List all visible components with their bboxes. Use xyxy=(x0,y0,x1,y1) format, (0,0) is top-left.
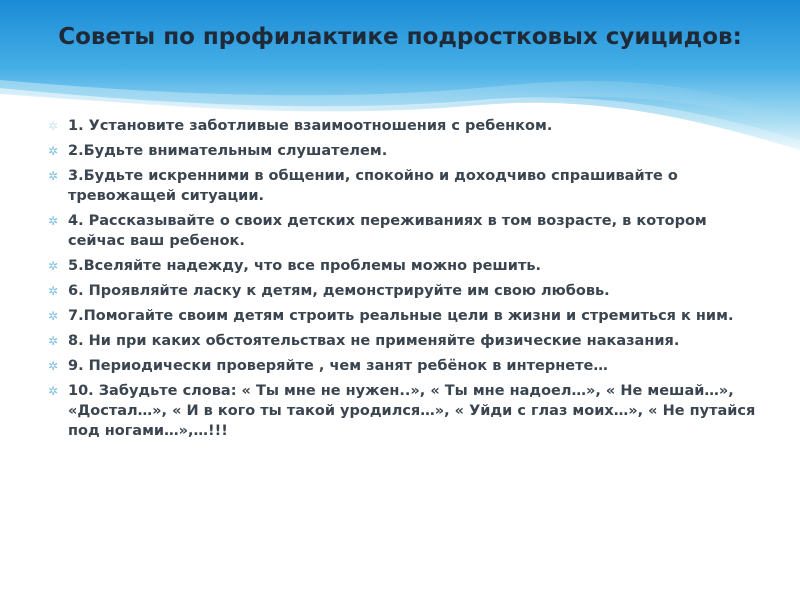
list-item xyxy=(48,281,760,301)
list-item xyxy=(48,356,760,376)
bullet-star-icon: ✲ xyxy=(48,309,59,323)
bullet-star-icon: ✲ xyxy=(48,144,59,158)
list-item-text: 8. Ни при каких обстоятельствах не применяйте физические наказания. xyxy=(68,333,680,349)
bullet-star-icon: ✲ xyxy=(48,259,59,273)
bullet-star-icon: ✲ xyxy=(48,119,59,133)
list-item-text: 1. Установите заботливые взаимоотношения с ребенком. xyxy=(68,118,553,134)
list-item-text: 3.Будьте искренними в общении, спокойно и доходчиво спрашивайте о тревожащей ситуации. xyxy=(68,168,678,204)
list-item-text: 2.Будьте внимательным слушателем. xyxy=(68,143,388,159)
bullet-star-icon: ✲ xyxy=(48,214,59,228)
list-item-text: 10. Забудьте слова: « Ты мне не нужен..», « Ты мне надоел…», « Не мешай…», «Достал…», « И в кого ты такой уродился…», « Уйди с глаз моих…», « Не путайся под ногами…»,…!!! xyxy=(68,383,756,439)
slide-title: Советы по профилактике подростковых суицидов: xyxy=(58,24,742,50)
bullet-star-icon: ✲ xyxy=(48,284,59,298)
list-item-text: 6. Проявляйте ласку к детям, демонстрируйте им свою любовь. xyxy=(68,283,610,299)
list-item xyxy=(48,256,760,276)
list-item-text: 9. Периодически проверяйте , чем занят ребёнок в интернете… xyxy=(68,358,608,374)
list-item xyxy=(48,166,760,206)
list-item xyxy=(48,116,760,136)
bullet-star-icon: ✲ xyxy=(48,169,59,183)
bullet-star-icon: ✲ xyxy=(48,384,59,398)
list-item xyxy=(48,211,760,251)
advice-list xyxy=(48,116,760,446)
list-item xyxy=(48,331,760,351)
list-item xyxy=(48,381,760,441)
list-item-text: 7.Помогайте своим детям строить реальные цели в жизни и стремиться к ним. xyxy=(68,308,734,324)
bullet-star-icon: ✲ xyxy=(48,334,59,348)
list-item xyxy=(48,306,760,326)
list-item-text: 4. Рассказывайте о своих детских переживаниях в том возрасте, в котором сейчас ваш ребенок. xyxy=(68,213,707,249)
bullet-star-icon: ✲ xyxy=(48,359,59,373)
list-item xyxy=(48,141,760,161)
list-item-text: 5.Вселяйте надежду, что все проблемы можно решить. xyxy=(68,258,542,274)
